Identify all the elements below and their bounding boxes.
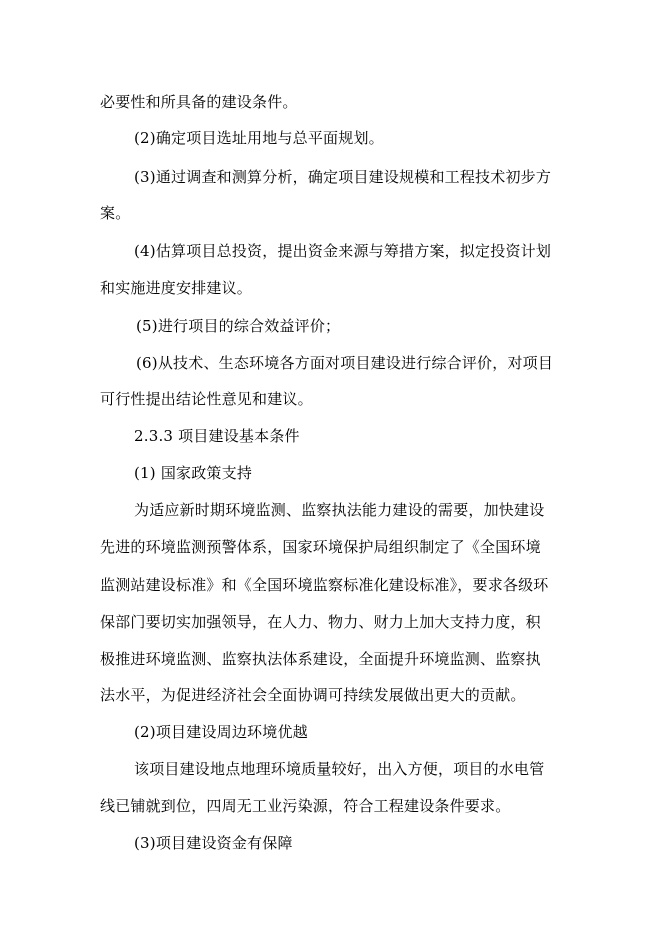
text-line: 极推进环境监测、监察执法体系建设，全面提升环境监测、监察执 — [100, 650, 541, 668]
list-item: (6)从技术、生态环境各方面对项目建设进行综合评价，对项目 — [136, 354, 554, 372]
text-line: 保部门要切实加强领导，在人力、物力、财力上加大支持力度，积 — [100, 613, 541, 631]
subsection-heading: (3)项目建设资金有保障 — [134, 834, 293, 852]
text-line: 必要性和所具备的建设条件。 — [100, 93, 298, 111]
text-line: 该项目建设地点地理环境质量较好，出入方便，项目的水电管 — [134, 760, 545, 778]
text-line: 法水平，为促进经济社会全面协调可持续发展做出更大的贡献。 — [100, 686, 526, 704]
text-line: 线已铺就到位，四周无工业污染源，符合工程建设条件要求。 — [100, 797, 511, 815]
subsection-heading: (1) 国家政策支持 — [134, 464, 253, 482]
list-item: (3)通过调查和测算分析，确定项目建设规模和工程技术初步方 — [134, 168, 552, 186]
list-item: (5)进行项目的综合效益评价； — [136, 317, 341, 335]
text-line: 先进的环境监测预警体系，国家环境保护局组织制定了《全国环境 — [100, 538, 541, 556]
text-line: 和实施进度安排建议。 — [100, 279, 253, 297]
section-heading: 2.3.3 项目建设基本条件 — [134, 427, 300, 445]
text-line: 可行性提出结论性意见和建议。 — [100, 390, 313, 408]
list-item: (2)确定项目选址用地与总平面规划。 — [134, 129, 384, 147]
text-line: 为适应新时期环境监测、监察执法能力建设的需要，加快建设 — [134, 501, 545, 519]
text-line: 监测站建设标准》和《全国环境监察标准化建设标准》，要求各级环 — [100, 576, 549, 594]
list-item: (4)估算项目总投资，提出资金来源与筹措方案，拟定投资计划 — [134, 242, 552, 260]
text-line: 案。 — [100, 204, 131, 222]
subsection-heading: (2)项目建设周边环境优越 — [134, 723, 308, 741]
